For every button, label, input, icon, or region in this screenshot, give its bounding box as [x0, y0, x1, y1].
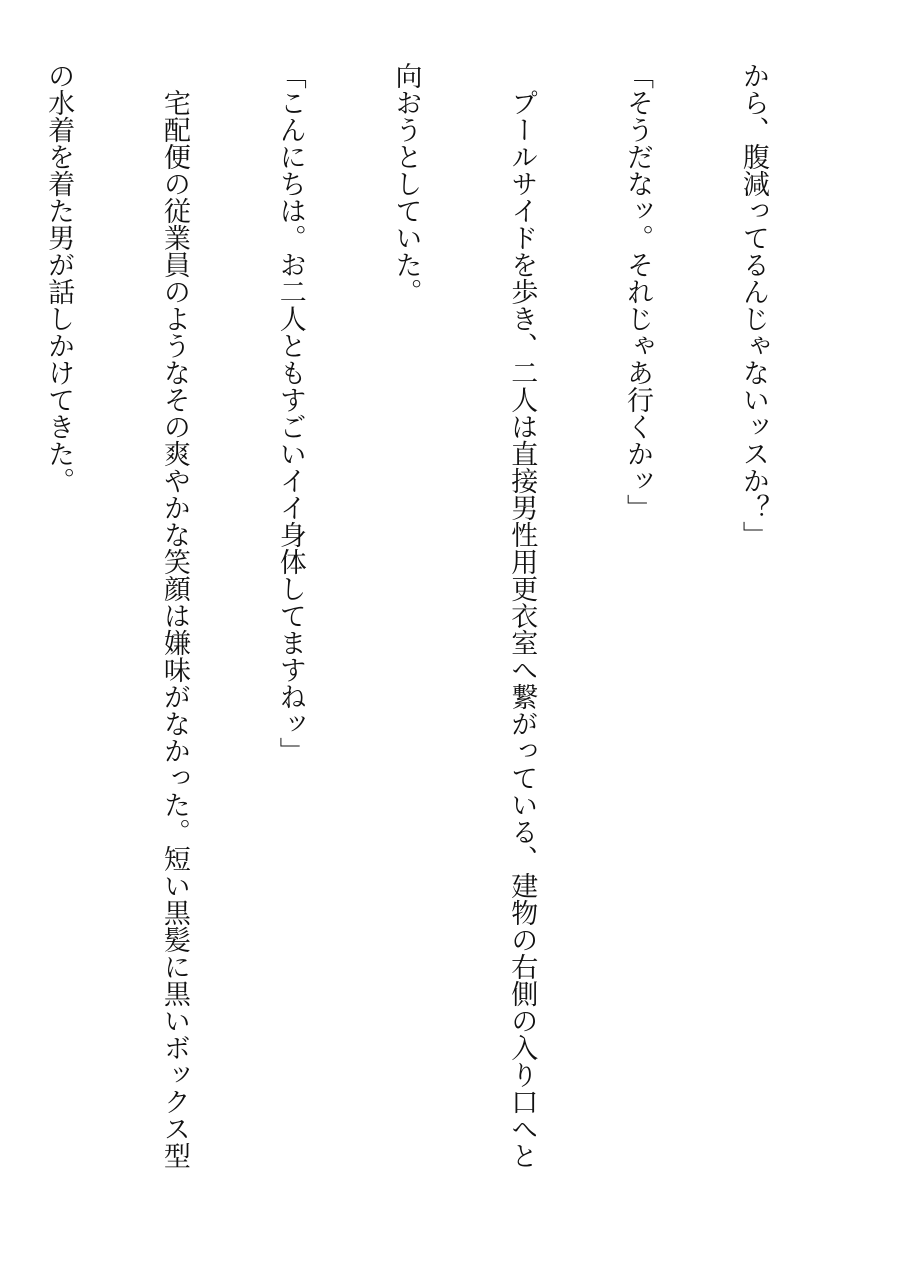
- text-line-4: 向おうとしていた。: [390, 62, 422, 305]
- vertical-text-block: [0, 62, 849, 1232]
- text-line-6: 宅配便の従業員のようなその爽やかな笑顔は嫌味がなかった。短い黒髪に黒いボックス型: [158, 62, 190, 1169]
- text-line-1: から、腹減ってるんじゃないッスか？」: [737, 62, 769, 548]
- text-line-7: の水着を着た男が話しかけてきた。: [43, 62, 75, 494]
- text-line-3: プールサイドを歩き、二人は直接男性用更衣室へ繋がっている、建物の右側の入り口へと: [506, 62, 538, 1169]
- text-line-2: 「そうだなッ。それじゃあ行くかッ」: [622, 62, 654, 521]
- text-line-5: 「こんにちは。お二人ともすごいイイ身体してますねッ」: [274, 62, 306, 764]
